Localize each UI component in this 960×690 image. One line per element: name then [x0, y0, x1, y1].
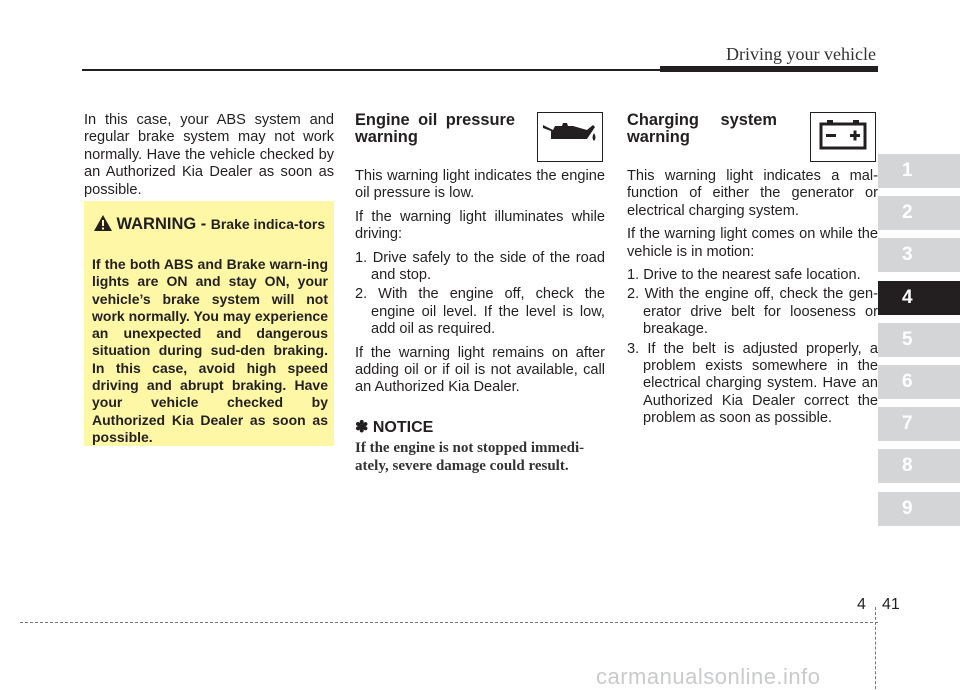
warning-title: WARNING -: [116, 215, 207, 233]
footer-divider: [875, 607, 876, 689]
chapter-tab-4[interactable]: 4: [878, 281, 960, 315]
abs-intro-paragraph: In this case, your ABS system and regular brake system may not work normally. Have the vehicle checked by an Authorized Kia Dealer as soon as possible.: [84, 112, 334, 198]
footer-page-number: 41: [882, 596, 900, 613]
charging-step: 3. If the belt is adjusted properly, a problem exists somewhere in the electrical charging system. Have an Authorized Kia Dealer correct the problem as soon as possible.: [627, 340, 878, 427]
footer-chapter-number: 4: [857, 596, 866, 613]
chapter-tabs: [878, 154, 960, 534]
charging-intro: This warning light indicates a mal-function of either the generator or electrical charging system.: [627, 168, 878, 219]
notice-title: ✽ NOTICE: [355, 418, 434, 436]
warning-triangle-icon: [94, 216, 116, 233]
chapter-tab-2[interactable]: 2: [878, 196, 960, 230]
charging-condition: If the warning light comes on while the vehicle is in motion:: [627, 226, 878, 260]
oil-pressure-section: [355, 112, 605, 475]
warning-body: If the both ABS and Brake warn-ing lights are ON and stay ON, your vehicle’s brake system will not work normally. You may experience an unexpected and dangerous situation during sud-den braking. In this case, avoid high speed driving and abrupt braking. Have your vehicle checked by Authorized Kia Dealer as soon as possible.: [92, 256, 328, 445]
running-header: Driving your vehicle: [726, 44, 876, 64]
chapter-tab-3[interactable]: 3: [878, 238, 960, 272]
warning-box: [84, 201, 334, 446]
chapter-tab-9[interactable]: 9: [878, 492, 960, 526]
warning-subtitle: Brake indica-tors: [210, 216, 326, 232]
header-rule: [82, 69, 660, 71]
chapter-tab-1[interactable]: 1: [878, 154, 960, 188]
warning-heading: [94, 215, 329, 234]
battery-indicator-box: [810, 112, 876, 162]
oil-after: If the warning light remains on after adding oil or if oil is not available, call an Authorized Kia Dealer.: [355, 344, 605, 396]
charging-steps: [627, 267, 878, 428]
notice-body: If the engine is not stopped immedi-ately, severe damage could result.: [355, 440, 585, 474]
chapter-tab-7[interactable]: 7: [878, 407, 960, 441]
oil-steps: [355, 250, 605, 339]
left-column: [84, 112, 334, 205]
watermark: carmanualsonline.info: [596, 664, 821, 689]
footer-rule: [20, 622, 878, 623]
oil-can-icon: [541, 121, 599, 152]
oil-indicator-box: [537, 112, 603, 162]
charging-section-heading: Charging system warning: [627, 111, 777, 146]
header-rule-accent: [660, 66, 878, 72]
battery-icon: [819, 118, 867, 155]
chapter-tab-8[interactable]: 8: [878, 449, 960, 483]
chapter-tab-6[interactable]: 6: [878, 365, 960, 399]
chapter-tab-5[interactable]: 5: [878, 323, 960, 357]
oil-step: 1. Drive safely to the side of the road and stop.: [355, 249, 605, 284]
charging-step: 2. With the engine off, check the gen-erator drive belt for looseness or breakage.: [627, 286, 878, 338]
oil-section-heading: Engine oil pressure warning: [355, 111, 515, 146]
oil-condition: If the warning light illuminates while driving:: [355, 208, 605, 243]
oil-step: 2. With the engine off, check the engine oil level. If the level is low, add oil as required.: [355, 286, 605, 338]
charging-step: 1. Drive to the nearest safe location.: [627, 267, 861, 284]
oil-intro: This warning light indicates the engine oil pressure is low.: [355, 168, 605, 202]
charging-section: [627, 112, 878, 434]
